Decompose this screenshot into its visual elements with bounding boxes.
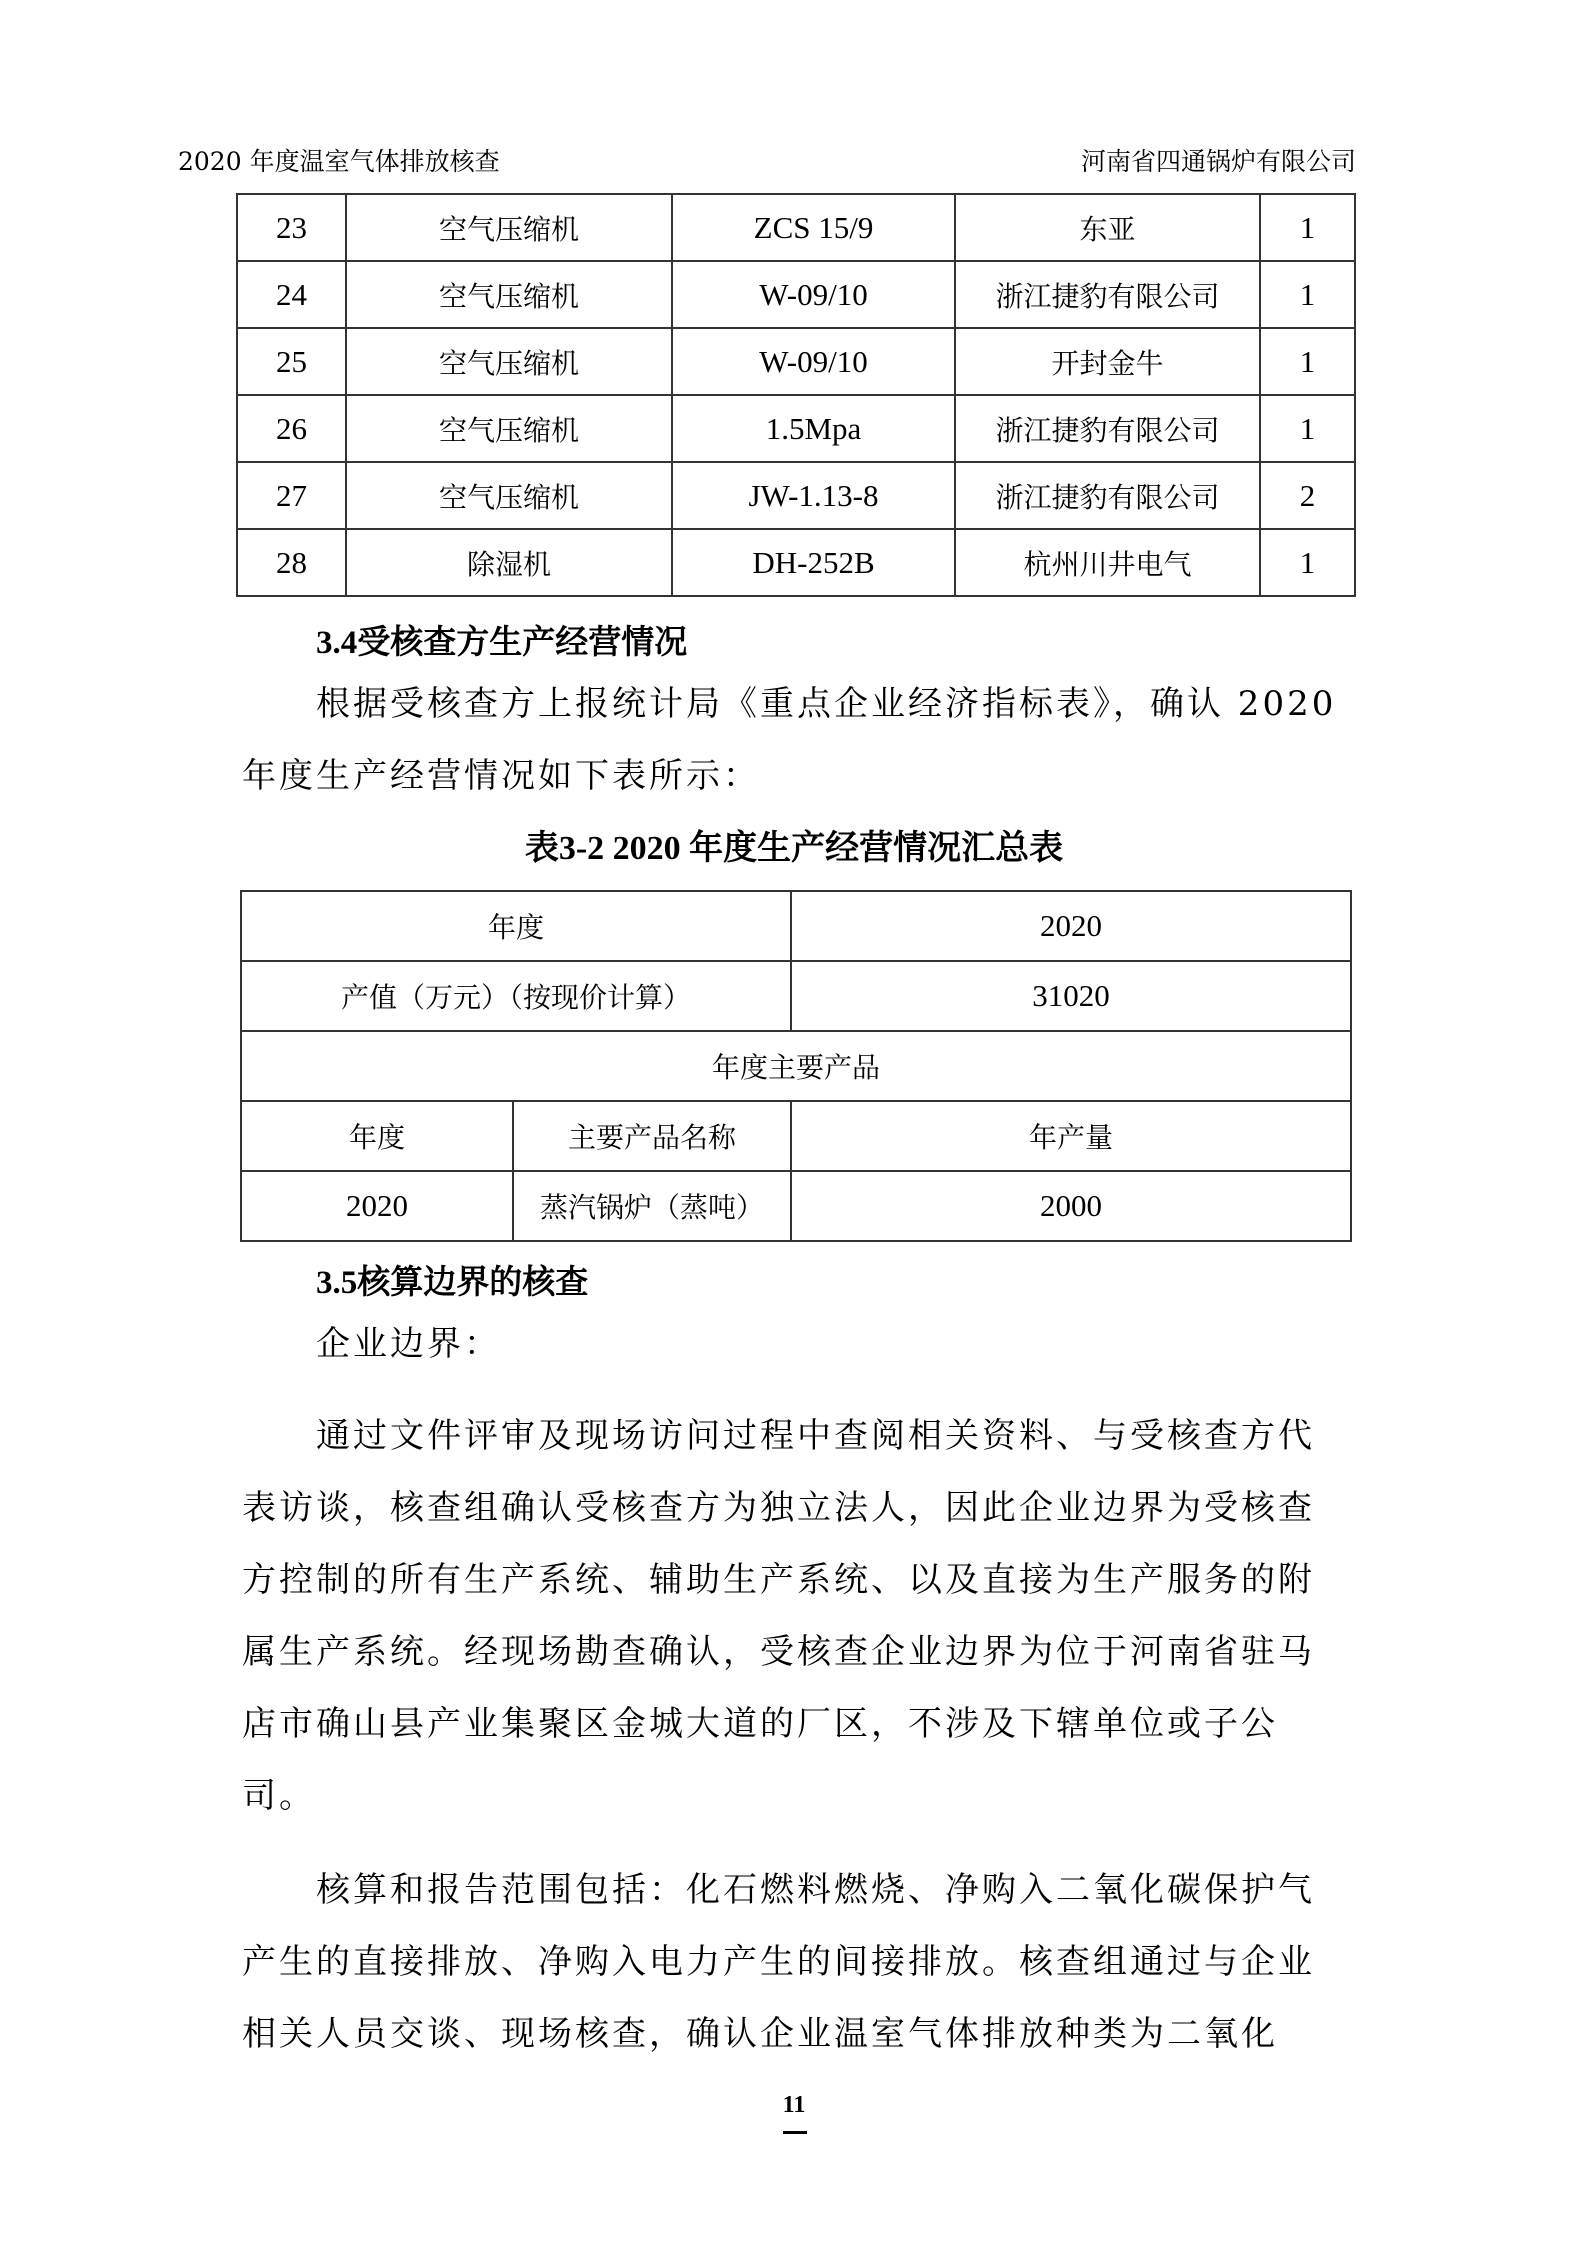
scope-paragraph bbox=[242, 1854, 1352, 2070]
section-3-4-paragraph bbox=[242, 668, 1352, 812]
table-row bbox=[237, 194, 1355, 261]
row-number-cell: 24 bbox=[237, 261, 346, 328]
paragraph-line: 根据受核查方上报统计局《重点企业经济指标表》，确认 2020 bbox=[316, 684, 1337, 724]
row-year-cell: 2020 bbox=[241, 1171, 513, 1241]
quantity-cell: 1 bbox=[1260, 395, 1355, 462]
table-row bbox=[237, 395, 1355, 462]
paragraph-line: 年度生产经营情况如下表所示： bbox=[242, 756, 760, 796]
paragraph-line: 司。 bbox=[242, 1776, 316, 1816]
paragraph-line: 店市确山县产业集聚区金城大道的厂区，不涉及下辖单位或子公 bbox=[242, 1704, 1278, 1744]
table-row bbox=[241, 891, 1351, 961]
row-number-cell: 25 bbox=[237, 328, 346, 395]
table-row bbox=[241, 1031, 1351, 1101]
row-number-cell: 26 bbox=[237, 395, 346, 462]
row-number-cell: 28 bbox=[237, 529, 346, 596]
model-cell: ZCS 15/9 bbox=[672, 194, 955, 261]
header-company-name: 河南省四通锅炉有限公司 bbox=[1080, 147, 1356, 176]
model-cell: JW-1.13-8 bbox=[672, 462, 955, 529]
model-cell: W-09/10 bbox=[672, 261, 955, 328]
table-row bbox=[237, 462, 1355, 529]
output-value-cell: 31020 bbox=[791, 961, 1351, 1031]
model-cell: DH-252B bbox=[672, 529, 955, 596]
column-header-product: 主要产品名称 bbox=[513, 1101, 791, 1171]
table-row bbox=[237, 328, 1355, 395]
quantity-cell: 1 bbox=[1260, 194, 1355, 261]
paragraph-line: 通过文件评审及现场访问过程中查阅相关资料、与受核查方代 bbox=[316, 1416, 1315, 1456]
manufacturer-cell: 浙江捷豹有限公司 bbox=[955, 395, 1260, 462]
equipment-name-cell: 空气压缩机 bbox=[346, 395, 672, 462]
row-number-cell: 27 bbox=[237, 462, 346, 529]
model-cell: W-09/10 bbox=[672, 328, 955, 395]
quantity-cell: 1 bbox=[1260, 529, 1355, 596]
row-product-cell: 蒸汽锅炉（蒸吨） bbox=[513, 1171, 791, 1241]
equipment-name-cell: 空气压缩机 bbox=[346, 261, 672, 328]
quantity-cell: 1 bbox=[1260, 328, 1355, 395]
page-number: 11 bbox=[782, 2092, 806, 2118]
equipment-name-cell: 空气压缩机 bbox=[346, 462, 672, 529]
manufacturer-cell: 东亚 bbox=[955, 194, 1260, 261]
column-header-year: 年度 bbox=[241, 1101, 513, 1171]
manufacturer-cell: 开封金牛 bbox=[955, 328, 1260, 395]
manufacturer-cell: 浙江捷豹有限公司 bbox=[955, 261, 1260, 328]
production-table bbox=[240, 890, 1352, 1242]
equipment-name-cell: 空气压缩机 bbox=[346, 194, 672, 261]
header-report-title: 2020 年度温室气体排放核查 bbox=[178, 147, 500, 176]
paragraph-line: 相关人员交谈、现场核查，确认企业温室气体排放种类为二氧化 bbox=[242, 2014, 1278, 2054]
year-value-cell: 2020 bbox=[791, 891, 1351, 961]
quantity-cell: 1 bbox=[1260, 261, 1355, 328]
paragraph-line: 方控制的所有生产系统、辅助生产系统、以及直接为生产服务的附 bbox=[242, 1560, 1315, 1600]
quantity-cell: 2 bbox=[1260, 462, 1355, 529]
products-header-cell: 年度主要产品 bbox=[241, 1031, 1351, 1101]
table-row bbox=[241, 961, 1351, 1031]
equipment-table bbox=[236, 193, 1356, 597]
output-label-cell: 产值（万元）（按现价计算） bbox=[241, 961, 791, 1031]
table-row bbox=[237, 261, 1355, 328]
section-3-4-heading: 3.4受核查方生产经营情况 bbox=[316, 625, 688, 661]
section-3-5-heading: 3.5核算边界的核查 bbox=[316, 1265, 589, 1301]
manufacturer-cell: 浙江捷豹有限公司 bbox=[955, 462, 1260, 529]
table-row bbox=[241, 1171, 1351, 1241]
row-number-cell: 23 bbox=[237, 194, 346, 261]
page-number-underline bbox=[783, 2131, 807, 2134]
column-header-quantity: 年产量 bbox=[791, 1101, 1351, 1171]
equipment-name-cell: 除湿机 bbox=[346, 529, 672, 596]
table-row bbox=[237, 529, 1355, 596]
paragraph-line: 属生产系统。经现场勘查确认，受核查企业边界为位于河南省驻马 bbox=[242, 1632, 1315, 1672]
paragraph-line: 表访谈，核查组确认受核查方为独立法人，因此企业边界为受核查 bbox=[242, 1488, 1315, 1528]
table-row bbox=[241, 1101, 1351, 1171]
section-3-5-subheading: 企业边界： bbox=[316, 1324, 501, 1364]
paragraph-line: 产生的直接排放、净购入电力产生的间接排放。核查组通过与企业 bbox=[242, 1942, 1315, 1982]
boundary-paragraph bbox=[242, 1400, 1352, 1832]
manufacturer-cell: 杭州川井电气 bbox=[955, 529, 1260, 596]
row-quantity-cell: 2000 bbox=[791, 1171, 1351, 1241]
equipment-name-cell: 空气压缩机 bbox=[346, 328, 672, 395]
year-label-cell: 年度 bbox=[241, 891, 791, 961]
table-caption: 表3-2 2020 年度生产经营情况汇总表 bbox=[524, 830, 1064, 867]
model-cell: 1.5Mpa bbox=[672, 395, 955, 462]
paragraph-line: 核算和报告范围包括：化石燃料燃烧、净购入二氧化碳保护气 bbox=[316, 1870, 1315, 1910]
